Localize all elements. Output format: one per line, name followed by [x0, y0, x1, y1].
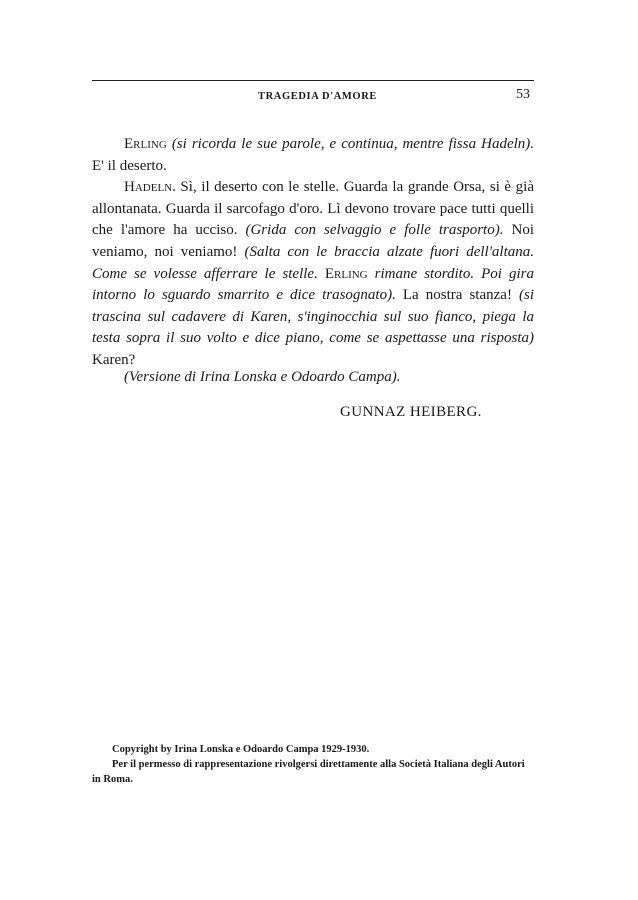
speaker-name: Hadeln.	[124, 179, 176, 196]
copyright-line: Copyright by Irina Lonska e Odoardo Campa 1929-1930.	[112, 744, 370, 755]
stage-direction: (Grida con selvaggio e folle trasporto).	[245, 222, 504, 239]
stage-direction: (si trascina sul cadavere di Karen, s'inginocchia sul suo fianco, piega la testa sopra il suo volto e dice piano, come se aspettasse una risposta)	[92, 287, 534, 347]
dialogue: E' il deserto.	[92, 157, 167, 174]
running-title: TRAGEDIA D'AMORE	[258, 91, 377, 102]
stage-direction: rimane stordito. Poi gira intorno lo sguardo smarrito e dice trasognato).	[92, 265, 534, 304]
dialogue: Noi veniamo, noi veniamo!	[92, 222, 535, 260]
dialogue: Sì, il deserto con le stelle. Guarda la grande Orsa, si è già allontanata. Guarda il sarcofago d'oro. Lì devono trovare pace tutti quelli che l'amore ha ucciso.	[92, 179, 534, 239]
page-number: 53	[516, 87, 530, 102]
page-header	[92, 80, 534, 102]
translation-credit: (Versione di Irina Lonska e Odoardo Campa).	[124, 369, 401, 385]
dialogue: La nostra stanza!	[395, 287, 519, 304]
author-signature: GUNNAZ HEIBERG.	[340, 404, 482, 420]
dialogue: Karen?	[92, 351, 136, 368]
copyright-footer	[92, 742, 534, 787]
permission-line: Per il permesso di rappresentazione rivolgersi direttamente alla Società Italiana degli Autori in Roma.	[92, 759, 525, 785]
speaker-name: Erling	[324, 265, 368, 282]
stage-direction: (si ricorda le sue parole, e continua, mentre fissa Hadeln).	[171, 136, 535, 152]
paragraph-erling	[92, 134, 534, 177]
stage-direction: (Salta con le braccia alzate fuori dell'altana. Come se volesse afferrare le stelle.	[92, 243, 534, 282]
speaker-name: Erling	[124, 136, 167, 152]
paragraph-hadeln	[92, 177, 534, 371]
play-text	[92, 134, 534, 372]
